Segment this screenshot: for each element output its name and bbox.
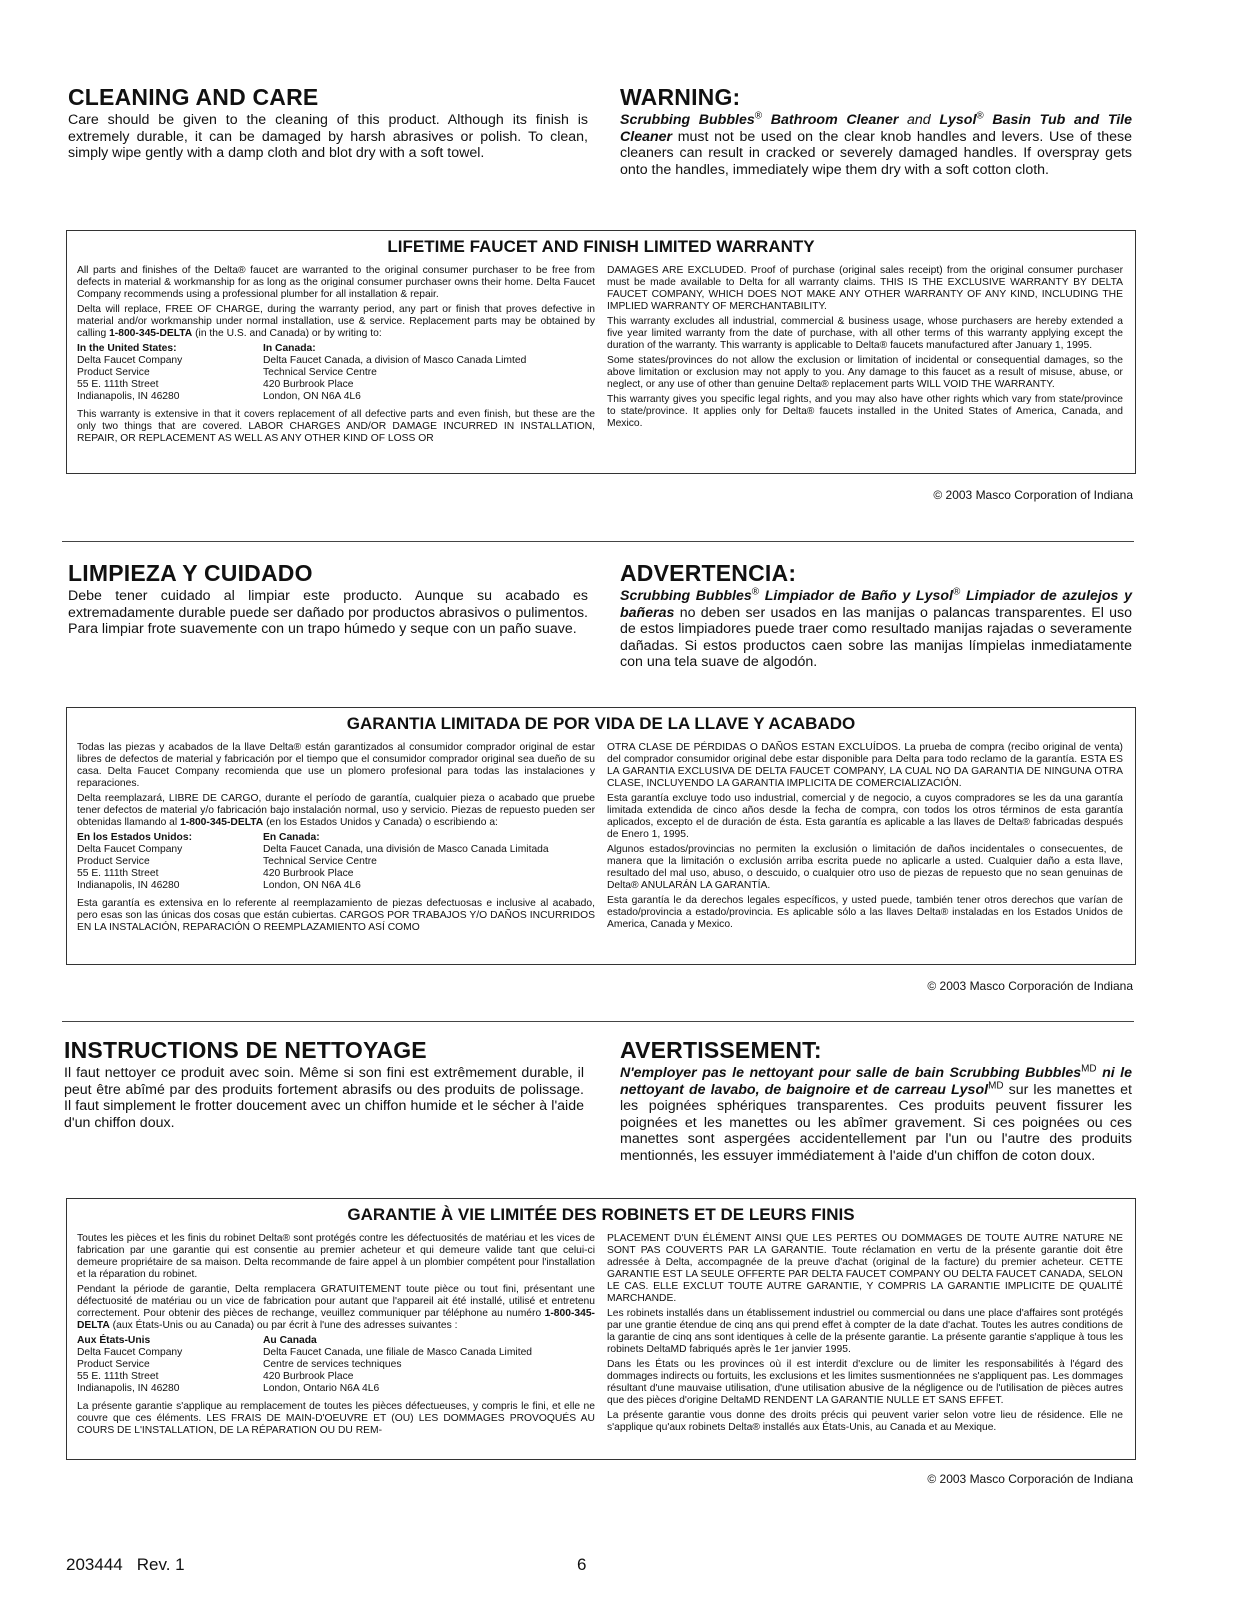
- warning-body: must not be used on the clear knob handles and levers. Use of these cleaners can result in cracked or severely damaged handles. If overspray gets onto the handles, immediately wipe them dry with a soft cotton cloth.: [620, 128, 1132, 178]
- warning-block: [620, 560, 1132, 671]
- warranty-para: Pendant la période de garantie, Delta remplacera GRATUITEMENT toute pièce ou tout fini, présentant une défectuosité de matériau ou un vice de fabrication pour autant que l'appareil ait été installé, utilisé et entretenu correctement. Pour obtenir des pièces de rechange, veuillez communiquer par téléphone au numéro 1-800-345-DELTA (aux États-Unis ou au Canada) ou par écrit à l'une des adresses suivantes :: [77, 1284, 595, 1331]
- copyright: © 2003 Masco Corporation of Indiana: [933, 488, 1133, 502]
- revision: Rev. 1: [136, 1555, 185, 1574]
- canada-address: En Canada: Delta Faucet Canada, una división de Masco Canada Limitada Technical Service Centre 420 Burbrook Place London, ON N6A 4L6: [263, 832, 549, 891]
- phone-number: 1-800-345-DELTA: [109, 328, 193, 339]
- warranty-para: Dans les États ou les provinces où il est interdit d'exclure ou de limiter les responsabilités à l'égard des dommages indirects ou fortuits, les exclusions et les limites susmentionnées ne s'appliquent pas. Les dommages résultant d'une mauvaise utilisation, d'une utilisation abusive de la négligence ou de l'utilisation de pièces autres que des pièces d'origine DeltaMD RENDENT LA GARANTIE NULLE ET SANS EFFET.: [607, 1359, 1123, 1406]
- warranty-left: [77, 742, 595, 937]
- warranty-right: [607, 742, 1123, 934]
- warning-product1: Bathroom Cleaner: [770, 112, 899, 128]
- warning-title: WARNING:: [620, 84, 741, 110]
- warranty-para: Some states/provinces do not allow the exclusion or limitation of incidental or consequential damages, so the above limitation or exclusion may not apply to you. Any damage to this faucet as a result of misuse, abuse, or neglect, or any use of other than genuine Delta® replacement parts WILL VOID THE WARRANTY.: [607, 355, 1123, 390]
- warranty-para: PLACEMENT D'UN ÉLÉMENT AINSI QUE LES PERTES OU DOMMAGES DE TOUTE AUTRE NATURE NE SONT PAS COUVERTS PAR LA GARANTIE. Toute réclamation en vertu de la présente garantie doit être adressée à Delta, accompagnée de la preuve d'achat (original de la facture) du premier acheteur. CETTE GARANTIE EST LA SEULE OFFERTE PAR DELTA FAUCET COMPANY OU DELTA FAUCET CANADA, SELON LE CAS. ELLE EXCLUT TOUTE AUTRE GARANTIE, Y COMPRIS LA GARANTIE IMPLICITE DE QUALITÉ MARCHANDE.: [607, 1233, 1123, 1304]
- warning-brand1: Scrubbing Bubbles: [620, 588, 752, 604]
- cleaning-block: [68, 560, 588, 638]
- reg-mark: ®: [976, 110, 984, 122]
- warranty-para: Delta reemplazará, LIBRE DE CARGO, durante el período de garantía, cualquier pieza o acabado que pruebe tener defectos de material y/o fabricación bajo instalación normal, uso y servicio. Piezas de repuesto pueden ser obtenidas llamando al 1-800-345-DELTA (en los Estados Unidos y Canada) o escribiendo a:: [77, 793, 595, 828]
- warranty-para: Esta garantía es extensiva en lo referente al reemplazamiento de piezas defectuosas e inclusive al acabado, pero esas son las únicas dos cosas que están cubiertas. CARGOS POR TRABAJOS Y/O DAÑOS INCURRIDOS EN LA INSTALACIÓN, REPARACIÓN O REEMPLAZAMIENTO ASÍ COMO: [77, 898, 595, 933]
- warranty-para: This warranty gives you specific legal rights, and you may also have other rights which vary from state/province to state/province. It applies only for Delta® faucets installed in the United States of America, Canada, and Mexico.: [607, 394, 1123, 429]
- warning-brand2: Lysol: [915, 588, 953, 604]
- warranty-para: This warranty excludes all industrial, commercial & business usage, whose purchasers are hereby extended a five year limited warranty from the date of purchase, with all other terms of this warranty applying except the duration of the warranty. This warranty is applicable to Delta® faucets manufactured after January 1, 1995.: [607, 316, 1123, 351]
- warranty-box: [66, 707, 1136, 965]
- us-address: In the United States: Delta Faucet Company Product Service 55 E. 111th Street Indianapolis, IN 46280: [77, 343, 183, 402]
- warranty-para: Todas las piezas y acabados de la llave Delta® están garantizados al consumidor comprador original de estar libres de defectos de material y fabricación por el tiempo que el consumidor comprador original sea dueño de su casa. Delta Faucet Company recomienda que use un plomero profesional para todas las instalaciones y reparaciones.: [77, 742, 595, 789]
- copyright: © 2003 Masco Corporación de Indiana: [927, 979, 1133, 993]
- cleaning-text: Il faut nettoyer ce produit avec soin. Même si son fini est extrêmement durable, il peut être abîmé par des produits fortement abrasifs ou des produits de polissage. Il faut simplement le frotter doucement avec un chiffon humide et le sécher à l'aide d'un chiffon doux.: [64, 1065, 584, 1131]
- cleaning-title: INSTRUCTIONS DE NETTOYAGE: [64, 1037, 427, 1063]
- reg-mark: ®: [754, 110, 763, 122]
- cleaning-title: CLEANING AND CARE: [68, 84, 319, 110]
- md-mark: MD: [1081, 1063, 1097, 1075]
- warranty-para: Les robinets installés dans un établissement industriel ou commercial ou dans une place d'affaires sont protégés par une grantie étendue de cinq ans qui prend effet à compter de la date d'achat. Toutes les autres conditions de la garantie de cinq ans sont identiques à celle de la présente garantie. La présente garantie s'applique à tous les robinets DeltaMD fabriqués après le 1er janvier 1995.: [607, 1308, 1123, 1355]
- warning-brand2: Lysol: [939, 112, 977, 128]
- warning-brand1: Scrubbing Bubbles: [620, 112, 755, 128]
- warning-lead: N'employer pas le nettoyant pour salle de bain Scrubbing Bubbles: [620, 1065, 1082, 1081]
- address-block: [77, 832, 595, 892]
- canada-address: In Canada: Delta Faucet Canada, a division of Masco Canada Limted Technical Service Centre 420 Burbrook Place London, ON N6A 4L6: [263, 343, 527, 402]
- cleaning-text: Debe tener cuidado al limpiar este producto. Aunque su acabado es extremadamente durable puede ser dañado por productos abrasivos o pulimentos. Para limpiar frote suavemente con un trapo húmedo y seque con un paño suave.: [68, 588, 588, 637]
- warranty-para: Esta garantía excluye todo uso industrial, comercial y de negocio, a cuyos compradores se les da una garantía limitada extendida de cinco años desde la fecha de compra, con todos los otros términos de esta garantía aplicados, excepto el de duración de ésta. Esta garantía es aplicable a las llaves de Delta® fabricadas después de Enero 1, 1995.: [607, 793, 1123, 840]
- md-mark: MD: [988, 1079, 1004, 1091]
- warning-and: and: [907, 112, 931, 128]
- warning-product2: Limpiador de azulejos y bañeras: [620, 588, 1132, 621]
- warranty-para: OTRA CLASE DE PÉRDIDAS O DAÑOS ESTAN EXCLUÍDOS. La prueba de compra (recibo original de venta) del comprador consumidor original debe estar disponible para Delta para todo reclamo de la garantía. ESTA ES LA GARANTIA EXCLUSIVA DE DELTA FAUCET COMPANY, LA CUAL NO DA GARANTIA DE NINGUNA OTRA CLASE, INCLUYENDO LA GARANTIA IMPLICITA DE COMERCIALIZACIÓN.: [607, 742, 1123, 789]
- page-number: 6: [577, 1555, 587, 1574]
- warranty-title: GARANTIA LIMITADA DE POR VIDA DE LA LLAVE Y ACABADO: [346, 714, 856, 733]
- warning-body: sur les manettes et les poignées sphériques transparentes. Ces produits peuvent fissurer les poignées et les manettes ou les abîmer gravement. Si ces poignées ou ces manettes sont aspergées accidentellement par l'un ou l'autre des produits mentionnés, les essuyer immédiatement à l'aide d'un chiffon de coton doux.: [620, 1081, 1132, 1164]
- warranty-para: All parts and finishes of the Delta® faucet are warranted to the original consumer purchaser to be free from defects in material & workmanship for as long as the original consumer purchaser owns their home. Delta Faucet Company recommends using a professional plumber for all installation & repair.: [77, 265, 595, 300]
- warning-text: [620, 588, 1132, 671]
- phone-number: 1-800-345-DELTA: [77, 1308, 595, 1331]
- warning-text: [620, 1065, 1132, 1164]
- us-address: En los Estados Unidos: Delta Faucet Company Product Service 55 E. 111th Street Indianapolis, IN 46280: [77, 832, 192, 891]
- warranty-para: Toutes les pièces et les finis du robinet Delta® sont protégés contre les défectuosités de matériau et les vices de fabrication par une garantie qui est consentie au premier acheteur et qui demeure valide tant que celui-ci demeure propriétaire de sa maison. Delta recommande de faire appel à un plombier compétent pour l'installation et la réparation du robinet.: [77, 1233, 595, 1280]
- warning-title: AVERTISSEMENT:: [620, 1037, 822, 1063]
- warranty-para: This warranty is extensive in that it covers replacement of all defective parts and even finish, but these are the only two things that are covered. LABOR CHARGES AND/OR DAMAGE INCURRED IN INSTALLATION, REPAIR, OR REPLACEMENT AS WELL AS ANY OTHER KIND OF LOSS OR: [77, 409, 595, 444]
- document-number: 203444 Rev. 1: [66, 1555, 185, 1574]
- warranty-para: La présente garantie s'applique au remplacement de toutes les pièces défectueuses, y compris le fini, et elle ne couvre que ces éléments. LES FRAIS DE MAIN-D'OEUVRE ET (OU) LES DOMMAGES PROVOQUÉS AU COURS DE L'INSTALLATION, DE LA RÉPARATION OU DU REM-: [77, 1401, 595, 1436]
- reg-mark: ®: [751, 586, 760, 598]
- cleaning-text: Care should be given to the cleaning of this product. Although its finish is extremely durable, it can be damaged by harsh abrasives or polish. To clean, simply wipe gently with a damp cloth and blot dry with a soft towel.: [68, 112, 588, 161]
- warning-block: [620, 1037, 1132, 1164]
- address-block: [77, 1335, 595, 1395]
- warranty-para: Delta will replace, FREE OF CHARGE, during the warranty period, any part or finish that proves defective in material and/or workmanship under normal installation, use & service. Replacement parts may be obtained by calling 1-800-345-DELTA (in the U.S. and Canada) or by writing to:: [77, 304, 595, 339]
- warning-product2: Basin Tub and Tile Cleaner: [620, 112, 1133, 145]
- cleaning-block: [64, 1037, 584, 1131]
- warranty-right: [607, 1233, 1123, 1437]
- warning-product1: Limpiador de Baño y: [764, 588, 911, 604]
- copyright: © 2003 Masco Corporación de Indiana: [927, 1472, 1133, 1486]
- divider: [62, 541, 1134, 542]
- warranty-para: La présente garantie vous donne des droits précis qui peuvent varier selon votre lieu de résidence. Elle ne s'applique qu'aux robinets Delta® installés aux États-Unis, au Canada et au Mexique.: [607, 1410, 1123, 1433]
- canada-address: Au Canada Delta Faucet Canada, une filiale de Masco Canada Limited Centre de services techniques 420 Burbrook Place London, Ontario N6A 4L6: [263, 1335, 533, 1394]
- warning-ni: ni le nettoyant de lavabo, de baignoire et de carreau Lysol: [620, 1065, 1132, 1098]
- reg-mark: ®: [952, 586, 961, 598]
- warranty-para: Esta garantía le da derechos legales específicos, y usted puede, también tener otros derechos que varían de estado/provincia a estado/provincia. Es aplicable sólo a las llaves Delta® instaladas en los Estados Unidos de America, Canada y Mexico.: [607, 895, 1123, 930]
- warranty-para: DAMAGES ARE EXCLUDED. Proof of purchase (original sales receipt) from the original consumer purchaser must be made available to Delta for all warranty claims. THIS IS THE EXCLUSIVE WARRANTY BY DELTA FAUCET COMPANY, WHICH DOES NOT MAKE ANY OTHER WARRANTY OF ANY KIND, INCLUDING THE IMPLIED WARRANTY OF MERCHANTABILITY.: [607, 265, 1123, 312]
- us-address: Aux États-Unis Delta Faucet Company Product Service 55 E. 111th Street Indianapolis, IN 46280: [77, 1335, 183, 1394]
- divider: [62, 1021, 1134, 1022]
- warranty-box: [66, 1198, 1136, 1460]
- warning-body: no deben ser usados en las manijas o palancas transparentes. El uso de estos limpiadores puede traer como resultado manijas rajadas o severamente dañadas. Si estos productos caen sobre las manijas límpielas inmediatamente con una tela suave de algodón.: [620, 604, 1132, 670]
- phone-number: 1-800-345-DELTA: [180, 817, 264, 828]
- warning-title: ADVERTENCIA:: [620, 560, 797, 586]
- warranty-para: Algunos estados/provincias no permiten la exclusión o limitación de daños incidentales o consecuentes, de manera que la limitación o exclusión arriba escrita puede no aplicarle a usted. Cualquier daño a esta llave, resultado del mal uso, abuso, o descuido, o cualquier otro uso de piezas de repuesto que no sean genuinas de Delta® ANULARÁN LA GARANTÍA.: [607, 844, 1123, 891]
- cleaning-title: LIMPIEZA Y CUIDADO: [68, 560, 313, 586]
- warranty-title: LIFETIME FAUCET AND FINISH LIMITED WARRANTY: [387, 237, 815, 256]
- warranty-title: GARANTIE À VIE LIMITÉE DES ROBINETS ET DE LEURS FINIS: [347, 1205, 855, 1224]
- warranty-left: [77, 1233, 595, 1440]
